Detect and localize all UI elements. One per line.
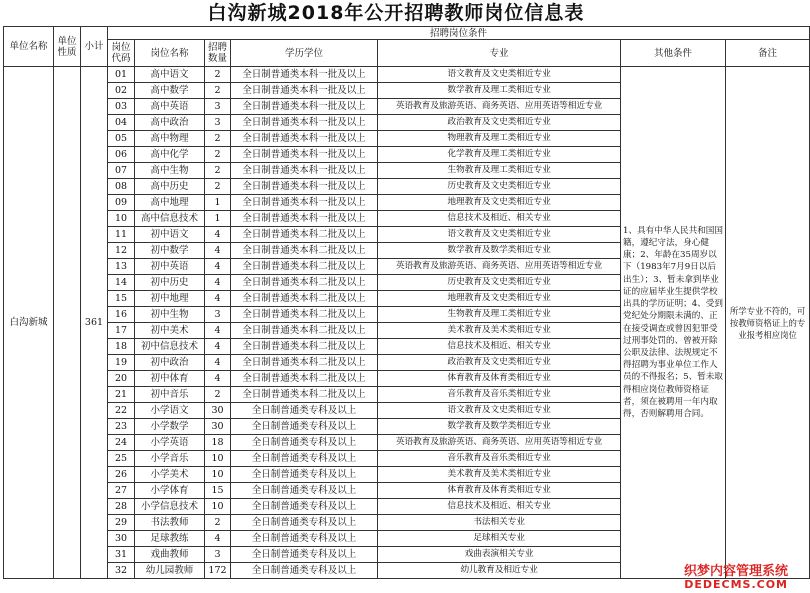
post-code-cell: 32 — [108, 563, 135, 579]
post-code-cell: 11 — [108, 227, 135, 243]
major-cell: 历史教育及文史类相近专业 — [378, 275, 621, 291]
quantity-cell: 4 — [205, 371, 231, 387]
post-code-cell: 13 — [108, 259, 135, 275]
major-cell: 地理教育及文史类相近专业 — [378, 291, 621, 307]
major-cell: 美术教育及美术类相近专业 — [378, 323, 621, 339]
quantity-cell: 4 — [205, 227, 231, 243]
post-name-cell: 高中政治 — [135, 115, 205, 131]
post-name-cell: 高中数学 — [135, 83, 205, 99]
education-cell: 全日制普通类本科二批及以上 — [231, 259, 378, 275]
education-cell: 全日制普通类专科及以上 — [231, 547, 378, 563]
header-education: 学历学位 — [231, 40, 378, 67]
quantity-cell: 2 — [205, 67, 231, 83]
major-cell: 信息技术及相近、相关专业 — [378, 339, 621, 355]
post-name-cell: 初中信息技术 — [135, 339, 205, 355]
education-cell: 全日制普通类本科一批及以上 — [231, 67, 378, 83]
post-name-cell: 高中历史 — [135, 179, 205, 195]
post-name-cell: 初中美术 — [135, 323, 205, 339]
education-cell: 全日制普通类专科及以上 — [231, 435, 378, 451]
post-name-cell: 高中生物 — [135, 163, 205, 179]
post-name-cell: 小学语文 — [135, 403, 205, 419]
major-cell: 英语教育及旅游英语、商务英语、应用英语等相近专业 — [378, 99, 621, 115]
post-name-cell: 初中体育 — [135, 371, 205, 387]
education-cell: 全日制普通类本科二批及以上 — [231, 243, 378, 259]
post-name-cell: 初中语文 — [135, 227, 205, 243]
watermark-line1: 织梦内容管理系统 — [683, 564, 788, 579]
post-name-cell: 初中数学 — [135, 243, 205, 259]
header-unit-nature: 单位性质 — [54, 27, 81, 67]
header-quantity: 招聘数量 — [205, 40, 231, 67]
post-name-cell: 初中生物 — [135, 307, 205, 323]
post-name-cell: 幼儿园教师 — [135, 563, 205, 579]
unit-name-cell: 白沟新城 — [4, 67, 54, 579]
quantity-cell: 4 — [205, 275, 231, 291]
post-name-cell: 戏曲教师 — [135, 547, 205, 563]
major-cell: 体育教育及体育类相近专业 — [378, 483, 621, 499]
header-other-conditions: 其他条件 — [621, 40, 726, 67]
post-code-cell: 06 — [108, 147, 135, 163]
quantity-cell: 2 — [205, 515, 231, 531]
education-cell: 全日制普通类本科二批及以上 — [231, 387, 378, 403]
post-name-cell: 高中化学 — [135, 147, 205, 163]
post-code-cell: 22 — [108, 403, 135, 419]
quantity-cell: 2 — [205, 147, 231, 163]
post-name-cell: 高中语文 — [135, 67, 205, 83]
post-name-cell: 小学音乐 — [135, 451, 205, 467]
education-cell: 全日制普通类本科二批及以上 — [231, 371, 378, 387]
education-cell: 全日制普通类本科二批及以上 — [231, 339, 378, 355]
post-name-cell: 高中英语 — [135, 99, 205, 115]
post-name-cell: 初中历史 — [135, 275, 205, 291]
quantity-cell: 10 — [205, 451, 231, 467]
watermark-line2: DEDECMS.COM — [684, 578, 788, 591]
post-name-cell: 高中物理 — [135, 131, 205, 147]
post-name-cell: 小学美术 — [135, 467, 205, 483]
education-cell: 全日制普通类本科一批及以上 — [231, 195, 378, 211]
major-cell: 音乐教育及音乐类相近专业 — [378, 451, 621, 467]
post-name-cell: 初中英语 — [135, 259, 205, 275]
page-title: 白沟新城2018年公开招聘教师岗位信息表 — [207, 2, 585, 24]
header-post-name: 岗位名称 — [135, 40, 205, 67]
quantity-cell: 10 — [205, 467, 231, 483]
post-code-cell: 17 — [108, 323, 135, 339]
post-code-cell: 03 — [108, 99, 135, 115]
post-code-cell: 31 — [108, 547, 135, 563]
education-cell: 全日制普通类专科及以上 — [231, 467, 378, 483]
remark-cell: 所学专业不符的，可按教师资格证上的专业报考相应岗位 — [726, 67, 810, 579]
major-cell: 信息技术及相近、相关专业 — [378, 211, 621, 227]
post-code-cell: 16 — [108, 307, 135, 323]
quantity-cell: 2 — [205, 131, 231, 147]
education-cell: 全日制普通类本科一批及以上 — [231, 131, 378, 147]
post-code-cell: 23 — [108, 419, 135, 435]
quantity-cell: 30 — [205, 419, 231, 435]
education-cell: 全日制普通类本科一批及以上 — [231, 179, 378, 195]
post-code-cell: 15 — [108, 291, 135, 307]
post-code-cell: 19 — [108, 355, 135, 371]
post-code-cell: 07 — [108, 163, 135, 179]
quantity-cell: 2 — [205, 83, 231, 99]
quantity-cell: 4 — [205, 323, 231, 339]
post-code-cell: 05 — [108, 131, 135, 147]
post-name-cell: 初中音乐 — [135, 387, 205, 403]
major-cell: 数学教育及理工类相近专业 — [378, 83, 621, 99]
education-cell: 全日制普通类本科一批及以上 — [231, 99, 378, 115]
major-cell: 物理教育及理工类相近专业 — [378, 131, 621, 147]
quantity-cell: 4 — [205, 531, 231, 547]
education-cell: 全日制普通类专科及以上 — [231, 451, 378, 467]
education-cell: 全日制普通类专科及以上 — [231, 531, 378, 547]
major-cell: 书法相关专业 — [378, 515, 621, 531]
post-name-cell: 小学信息技术 — [135, 499, 205, 515]
post-code-cell: 28 — [108, 499, 135, 515]
post-code-cell: 20 — [108, 371, 135, 387]
education-cell: 全日制普通类专科及以上 — [231, 419, 378, 435]
post-code-cell: 02 — [108, 83, 135, 99]
watermark — [684, 564, 788, 591]
quantity-cell: 1 — [205, 211, 231, 227]
major-cell: 语文教育及文史类相近专业 — [378, 227, 621, 243]
major-cell: 足球相关专业 — [378, 531, 621, 547]
post-code-cell: 30 — [108, 531, 135, 547]
education-cell: 全日制普通类专科及以上 — [231, 403, 378, 419]
post-code-cell: 25 — [108, 451, 135, 467]
education-cell: 全日制普通类专科及以上 — [231, 483, 378, 499]
quantity-cell: 3 — [205, 307, 231, 323]
major-cell: 历史教育及文史类相近专业 — [378, 179, 621, 195]
post-name-cell: 初中地理 — [135, 291, 205, 307]
quantity-cell: 3 — [205, 99, 231, 115]
education-cell: 全日制普通类本科一批及以上 — [231, 115, 378, 131]
unit-nature-cell — [54, 67, 81, 579]
quantity-cell: 4 — [205, 243, 231, 259]
major-cell: 戏曲表演相关专业 — [378, 547, 621, 563]
major-cell: 体育教育及体育类相近专业 — [378, 371, 621, 387]
major-cell: 数学教育及数学类相近专业 — [378, 419, 621, 435]
post-code-cell: 01 — [108, 67, 135, 83]
quantity-cell: 172 — [205, 563, 231, 579]
quantity-cell: 3 — [205, 115, 231, 131]
header-major: 专业 — [378, 40, 621, 67]
major-cell: 政治教育及文史类相近专业 — [378, 355, 621, 371]
post-name-cell: 小学数学 — [135, 419, 205, 435]
education-cell: 全日制普通类本科二批及以上 — [231, 323, 378, 339]
quantity-cell: 4 — [205, 259, 231, 275]
subtotal-cell: 361 — [81, 67, 108, 579]
major-cell: 政治教育及文史类相近专业 — [378, 115, 621, 131]
post-code-cell: 24 — [108, 435, 135, 451]
quantity-cell: 2 — [205, 179, 231, 195]
header-unit-name: 单位名称 — [4, 27, 54, 67]
post-code-cell: 12 — [108, 243, 135, 259]
post-code-cell: 29 — [108, 515, 135, 531]
major-cell: 英语教育及旅游英语、商务英语、应用英语等相近专业 — [378, 259, 621, 275]
post-name-cell: 初中政治 — [135, 355, 205, 371]
post-code-cell: 08 — [108, 179, 135, 195]
major-cell: 美术教育及美术类相近专业 — [378, 467, 621, 483]
major-cell: 幼儿教育及相近专业 — [378, 563, 621, 579]
quantity-cell: 30 — [205, 403, 231, 419]
major-cell: 数学教育及数学类相近专业 — [378, 243, 621, 259]
header-conditions-group: 招聘岗位条件 — [108, 27, 810, 40]
education-cell: 全日制普通类本科一批及以上 — [231, 83, 378, 99]
post-code-cell: 09 — [108, 195, 135, 211]
major-cell: 英语教育及旅游英语、商务英语、应用英语等相近专业 — [378, 435, 621, 451]
quantity-cell: 3 — [205, 547, 231, 563]
post-code-cell: 26 — [108, 467, 135, 483]
education-cell: 全日制普通类本科二批及以上 — [231, 291, 378, 307]
header-remark: 备注 — [726, 40, 810, 67]
quantity-cell: 4 — [205, 291, 231, 307]
major-cell: 地理教育及文史类相近专业 — [378, 195, 621, 211]
header-subtotal: 小计 — [81, 27, 108, 67]
education-cell: 全日制普通类专科及以上 — [231, 563, 378, 579]
education-cell: 全日制普通类本科一批及以上 — [231, 163, 378, 179]
header-post-code: 岗位代码 — [108, 40, 135, 67]
major-cell: 化学教育及理工类相近专业 — [378, 147, 621, 163]
post-code-cell: 14 — [108, 275, 135, 291]
post-name-cell: 足球教练 — [135, 531, 205, 547]
education-cell: 全日制普通类本科二批及以上 — [231, 275, 378, 291]
education-cell: 全日制普通类本科二批及以上 — [231, 307, 378, 323]
post-name-cell: 小学英语 — [135, 435, 205, 451]
post-name-cell: 书法教师 — [135, 515, 205, 531]
education-cell: 全日制普通类专科及以上 — [231, 499, 378, 515]
post-code-cell: 04 — [108, 115, 135, 131]
quantity-cell: 18 — [205, 435, 231, 451]
job-info-table — [3, 26, 810, 579]
education-cell: 全日制普通类本科一批及以上 — [231, 147, 378, 163]
major-cell: 语文教育及文史类相近专业 — [378, 67, 621, 83]
major-cell: 语文教育及文史类相近专业 — [378, 403, 621, 419]
major-cell: 信息技术及相近、相关专业 — [378, 499, 621, 515]
table-row — [4, 67, 810, 83]
quantity-cell: 15 — [205, 483, 231, 499]
quantity-cell: 10 — [205, 499, 231, 515]
quantity-cell: 2 — [205, 387, 231, 403]
education-cell: 全日制普通类本科二批及以上 — [231, 355, 378, 371]
post-code-cell: 21 — [108, 387, 135, 403]
post-code-cell: 18 — [108, 339, 135, 355]
post-name-cell: 小学体育 — [135, 483, 205, 499]
quantity-cell: 2 — [205, 163, 231, 179]
post-name-cell: 高中信息技术 — [135, 211, 205, 227]
post-name-cell: 高中地理 — [135, 195, 205, 211]
major-cell: 音乐教育及音乐类相近专业 — [378, 387, 621, 403]
post-code-cell: 27 — [108, 483, 135, 499]
quantity-cell: 1 — [205, 195, 231, 211]
major-cell: 生物教育及理工类相近专业 — [378, 163, 621, 179]
major-cell: 生物教育及理工类相近专业 — [378, 307, 621, 323]
education-cell: 全日制普通类本科二批及以上 — [231, 227, 378, 243]
post-code-cell: 10 — [108, 211, 135, 227]
quantity-cell: 4 — [205, 339, 231, 355]
quantity-cell: 4 — [205, 355, 231, 371]
other-conditions-cell: 1、具有中华人民共和国国籍，遵纪守法，身心健康；2、年龄在35周岁以下（1983年7月9日以后出生）；3、暂未拿到毕业证的应届毕业生提供学校出具的学历证明；4、受到党纪处分期限未满的、正在接受调查或曾因犯罪受过刑事处罚的、曾被开除公职及法律、法规规定不得招聘为事业单位工作人员的不得报名；5、暂未取得相应岗位教师资格证者，须在被聘用一年内取得，否则解聘用合同。 — [621, 67, 726, 579]
education-cell: 全日制普通类专科及以上 — [231, 515, 378, 531]
education-cell: 全日制普通类本科一批及以上 — [231, 211, 378, 227]
